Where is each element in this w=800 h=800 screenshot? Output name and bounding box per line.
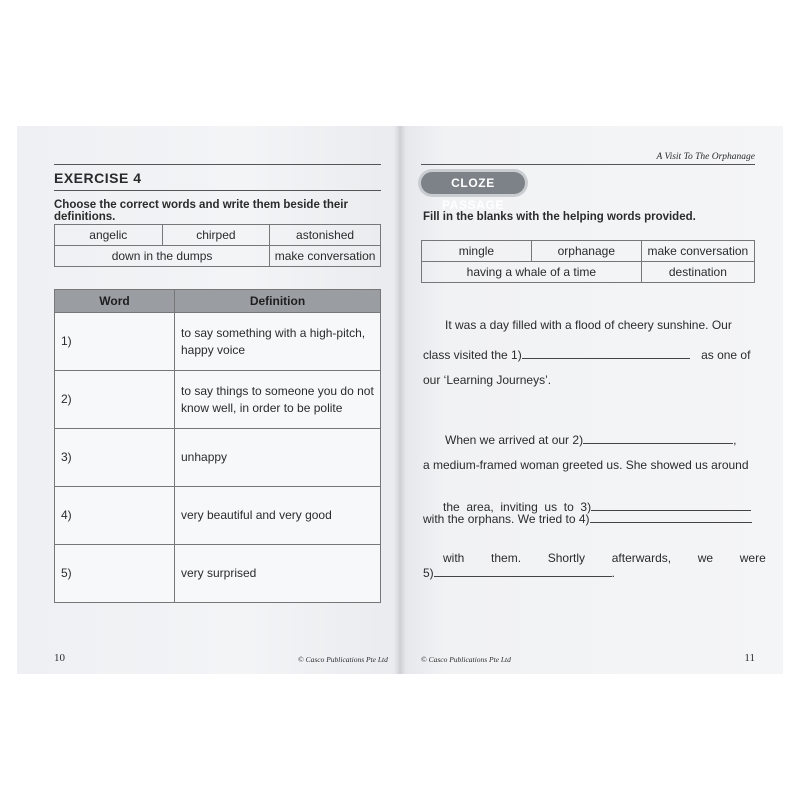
passage-text: When we arrived at our 2) <box>445 433 584 447</box>
top-rule <box>54 164 381 165</box>
copyright: © Casco Publications Pte Ltd <box>421 655 511 664</box>
word-box <box>54 224 381 246</box>
passage-text: with the orphans. We tried to 4) <box>423 512 590 526</box>
table-row <box>55 313 381 371</box>
word-box-cell: angelic <box>55 225 163 246</box>
blank-4[interactable] <box>590 510 752 523</box>
passage-text: with them. Shortly afterwards, we were <box>443 551 766 565</box>
cloze-instruction: Fill in the blanks with the helping words provided. <box>423 211 696 223</box>
passage-line <box>445 318 732 332</box>
table-row <box>55 371 381 429</box>
passage-text: It was a day filled with a flood of cheery sunshine. Our <box>445 318 732 332</box>
row-number: 3) <box>55 429 175 487</box>
row-definition: unhappy <box>175 429 381 487</box>
header-rule <box>421 164 755 165</box>
word-box-cell: astonished <box>270 225 381 246</box>
column-header-definition: Definition <box>175 290 381 313</box>
passage-text: . <box>611 566 616 580</box>
blank-1[interactable] <box>522 346 690 359</box>
table-row <box>55 487 381 545</box>
row-definition: very surprised <box>175 545 381 603</box>
passage-line <box>423 510 752 526</box>
copyright: © Casco Publications Pte Ltd <box>298 655 388 664</box>
row-number: 4) <box>55 487 175 545</box>
table-row <box>55 429 381 487</box>
word-box-row-2 <box>421 261 755 283</box>
running-header: A Visit To The Orphanage <box>656 152 755 162</box>
word-box-cell: having a whale of a time <box>422 262 642 283</box>
passage-text: 5) <box>423 566 434 580</box>
right-page <box>399 126 783 674</box>
passage-line <box>423 458 749 472</box>
word-box-cell: destination <box>641 262 754 283</box>
word-box-cell: chirped <box>162 225 270 246</box>
row-number: 5) <box>55 545 175 603</box>
row-number: 2) <box>55 371 175 429</box>
table-row <box>55 545 381 603</box>
exercise-instruction: Choose the correct words and write them beside their definitions. <box>54 199 348 223</box>
word-box-cell: make conversation <box>641 241 754 262</box>
row-definition: very beautiful and very good <box>175 487 381 545</box>
column-header-word: Word <box>55 290 175 313</box>
passage-text: a medium-framed woman greeted us. She showed us around <box>423 458 749 472</box>
book-spread <box>17 126 783 674</box>
passage-text: the area, inviting us to 3) <box>443 500 592 514</box>
passage-text: , <box>733 433 737 447</box>
title-rule <box>54 190 381 191</box>
book-gutter <box>394 126 406 674</box>
passage-line <box>445 431 736 447</box>
passage-line <box>423 373 551 387</box>
blank-5[interactable] <box>434 564 612 577</box>
table-header-row <box>55 290 381 313</box>
section-label: CLOZE PASSAGE <box>421 172 525 194</box>
word-box-cell: make conversation <box>270 246 381 267</box>
word-box-cell: orphanage <box>531 241 641 262</box>
page-number: 10 <box>54 652 65 664</box>
blank-2[interactable] <box>583 431 733 444</box>
page-number: 11 <box>744 652 755 664</box>
word-box <box>421 240 755 262</box>
passage-line <box>423 564 615 580</box>
passage-line <box>423 346 750 362</box>
word-box-row-2 <box>54 245 381 267</box>
definition-table <box>54 289 381 603</box>
passage-text: our ‘Learning Journeys’. <box>423 373 552 387</box>
row-definition: to say something with a high-pitch, happy voice <box>175 313 381 371</box>
exercise-title: EXERCISE 4 <box>54 170 142 186</box>
passage-text: class visited the 1) <box>423 348 522 362</box>
word-box-cell: down in the dumps <box>55 246 270 267</box>
row-number: 1) <box>55 313 175 371</box>
passage-text: as one of <box>701 348 751 362</box>
left-page <box>17 126 399 674</box>
word-box-cell: mingle <box>422 241 532 262</box>
row-definition: to say things to someone you do not know well, in order to be polite <box>175 371 381 429</box>
